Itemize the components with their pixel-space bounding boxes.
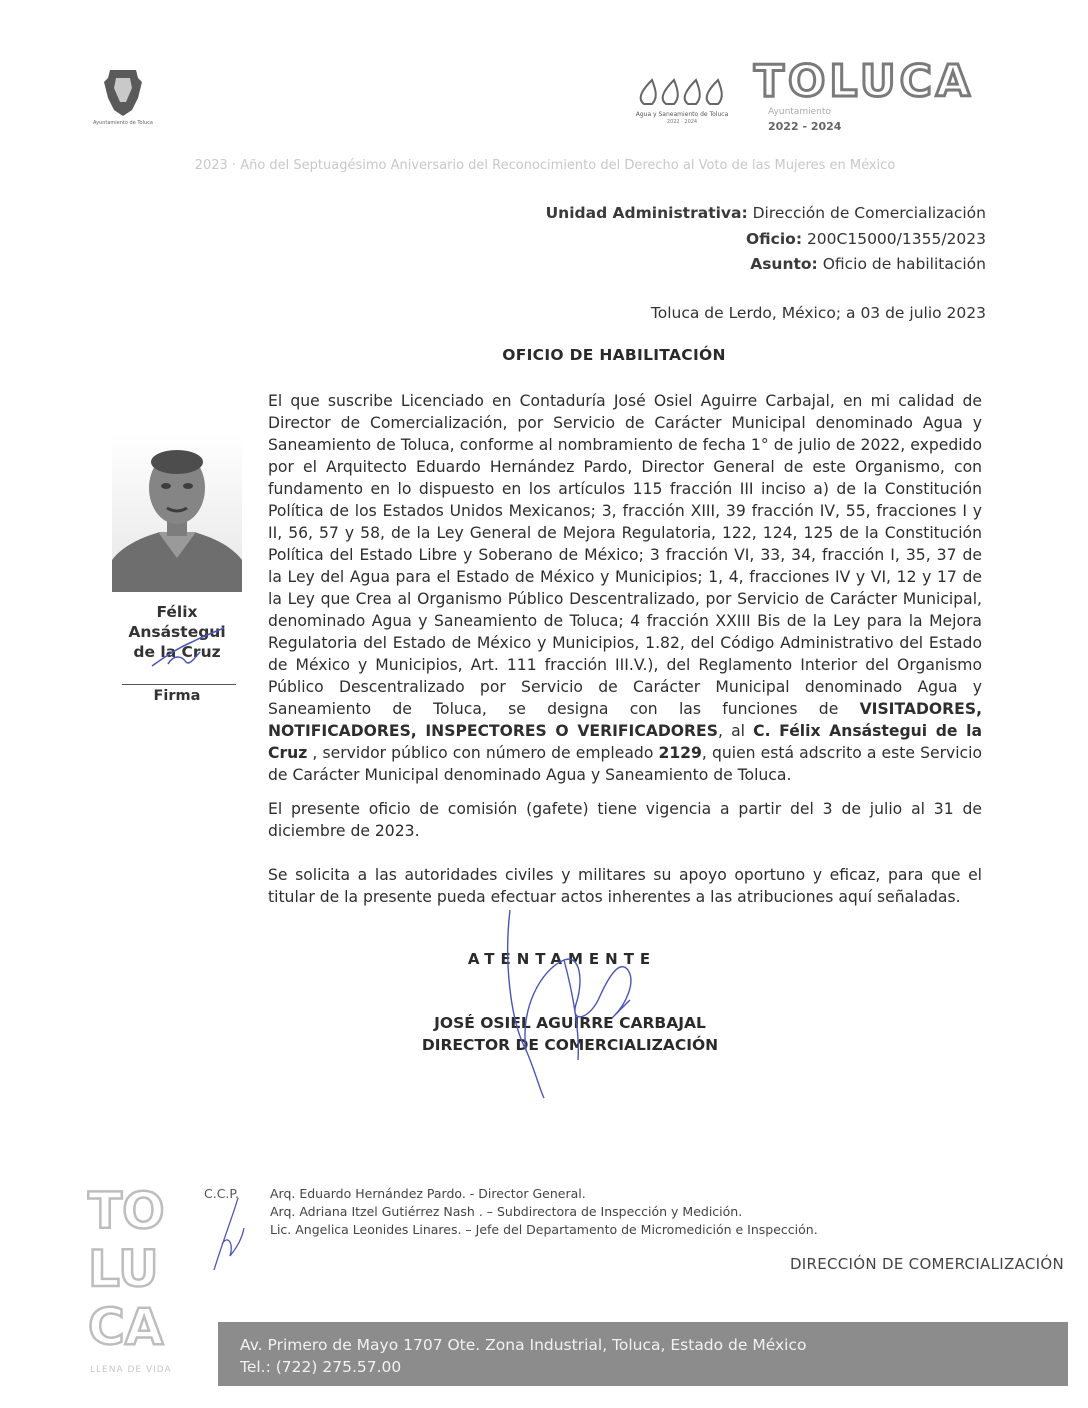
document-title: OFICIO DE HABILITACIÓN: [502, 346, 726, 364]
ayuntamiento-seal-logo: [88, 58, 158, 128]
subject-line: [750, 255, 986, 273]
p1-text-b: , al: [717, 722, 754, 740]
ccp-line: Arq. Adriana Itzel Gutiérrez Nash . – Subdirectora de Inspección y Medición.: [270, 1204, 743, 1219]
signature-line: [122, 684, 236, 685]
ccp-initials-scribble: [208, 1194, 248, 1274]
oficio-value: 200C15000/1355/2023: [802, 230, 986, 248]
footer-address-bar: [218, 1322, 1068, 1386]
svg-text:LU: LU: [88, 1240, 159, 1298]
ccp-label: C.C.P.: [204, 1186, 239, 1201]
header-motto: 2023 · Año del Septuagésimo Aniversario del Reconocimiento del Derecho al Voto de las Mujeres en México: [194, 158, 896, 173]
p1-functions: VISITADORES, NOTIFICADORES, INSPECTORES O VERIFICADORES: [268, 700, 982, 740]
signature-caption: Firma: [153, 688, 201, 704]
paragraph-designation: [268, 390, 982, 786]
p1-employee-number: 2129: [658, 744, 702, 762]
footer-phone: Tel.: (722) 275.57.00: [240, 1358, 402, 1376]
agua-saneamiento-logo: [622, 68, 742, 124]
svg-text:LLENA DE VIDA: LLENA DE VIDA: [90, 1365, 172, 1375]
administrative-unit-line: [546, 204, 986, 222]
employee-name-line3: de la Cruz: [133, 643, 221, 661]
employee-signature-scribble: [148, 626, 228, 670]
employee-photo: [112, 432, 242, 592]
employee-name-line2: Ansástegui: [128, 623, 226, 641]
employee-name-line1: Félix: [156, 603, 198, 621]
footer-address: Av. Primero de Mayo 1707 Ote. Zona Industrial, Toluca, Estado de México: [240, 1336, 807, 1354]
svg-text:CA: CA: [88, 1298, 164, 1356]
signer-name: JOSÉ OSIEL AGUIRRE CARBAJAL: [434, 1014, 706, 1032]
asunto-label: Asunto:: [750, 255, 818, 273]
oficio-number-line: [746, 230, 986, 248]
ccp-line: Arq. Eduardo Hernández Pardo. - Director General.: [270, 1186, 586, 1201]
oficio-label: Oficio:: [746, 230, 803, 248]
unit-label: Unidad Administrativa:: [545, 204, 748, 222]
director-signature: [480, 900, 660, 1100]
p1-text-a: El que suscribe Licenciado en Contaduría José Osiel Aguirre Carbajal, en mi calidad de Director de Comercialización, por Servicio de Carácter Municipal denominado Agua y Saneamiento de Toluca, conforme al nombramiento de fecha 1° de julio de 2022, expedido por el Arquitecto Eduardo Hernández Pardo, Director General de este Organismo, con fundamento en lo dispuesto en los artículos 115 fracción III inciso a) de la Constitución Política de los Estados Unidos Mexicanos; 3, fracción XIII, 39 fracción IV, 55, fracciones I y II, 56, 57 y 58, de la Ley General de Mejora Regulatoria, 122, 124, 125 de la Constitución Política del Estado Libre y Soberano de México; 3 fracción VI, 33, 34, fracción I, 35, 37 de la Ley del Agua para el Estado de México y Municipios; 1, 4, fracciones IV y VI, 12 y 17 de la Ley que Crea al Organismo Público Descentralizado, por Servicio de Carácter Municipal, denominado Agua y Saneamiento de Toluca; 4 fracción XXIII Bis de la Ley para la Mejora Regulatoria del Estado de México y Municipios, 1.82, del Código Administrativo del Estado de México y Municipios, Art. 111 fracción III.V.), del Reglamento Interior del Organismo Público Descentralizado por Servicio de Carácter Municipal denominado Agua y Saneamiento de Toluca, se designa con las funciones de: [268, 392, 982, 718]
footer-office-name: DIRECCIÓN DE COMERCIALIZACIÓN: [789, 1255, 1064, 1273]
svg-text:Agua y Saneamiento de Toluca: Agua y Saneamiento de Toluca: [635, 111, 729, 118]
toluca-footer-logo: [86, 1182, 196, 1378]
signer-role: DIRECTOR DE COMERCIALIZACIÓN: [421, 1036, 719, 1054]
closing-salutation: ATENTAMENTE: [467, 950, 657, 968]
unit-value: Dirección de Comercialización: [747, 204, 986, 222]
p1-text-c: , servidor público con número de empleado: [307, 744, 659, 762]
svg-text:TO: TO: [88, 1182, 165, 1240]
p1-person: C. Félix Ansástegui de la Cruz: [268, 722, 982, 762]
toluca-wordmark-logo: [752, 58, 992, 138]
ccp-line: Lic. Angelica Leonides Linares. – Jefe del Departamento de Micromedición e Inspección.: [270, 1222, 818, 1237]
svg-text:2022 - 2024: 2022 - 2024: [768, 120, 842, 133]
place-date: Toluca de Lerdo, México; a 03 de julio 2023: [650, 304, 986, 322]
paragraph-validity: El presente oficio de comisión (gafete) tiene vigencia a partir del 3 de julio al 31 de diciembre de 2023.: [268, 800, 982, 840]
svg-text:2022 · 2024: 2022 · 2024: [666, 119, 698, 124]
svg-text:Ayuntamiento de Toluca: Ayuntamiento de Toluca: [93, 120, 153, 126]
asunto-value: Oficio de habilitación: [817, 255, 986, 273]
paragraph-request: Se solicita a las autoridades civiles y militares su apoyo oportuno y eficaz, para que el titular de la presente pueda efectuar actos inherentes a las atribuciones aquí señaladas.: [268, 866, 982, 906]
svg-text:TOLUCA: TOLUCA: [754, 58, 974, 107]
svg-text:Ayuntamiento: Ayuntamiento: [768, 107, 831, 117]
p1-text-d: , quien está adscrito a este Servicio de Carácter Municipal denominado Agua y Saneamiento de Toluca.: [268, 744, 982, 784]
